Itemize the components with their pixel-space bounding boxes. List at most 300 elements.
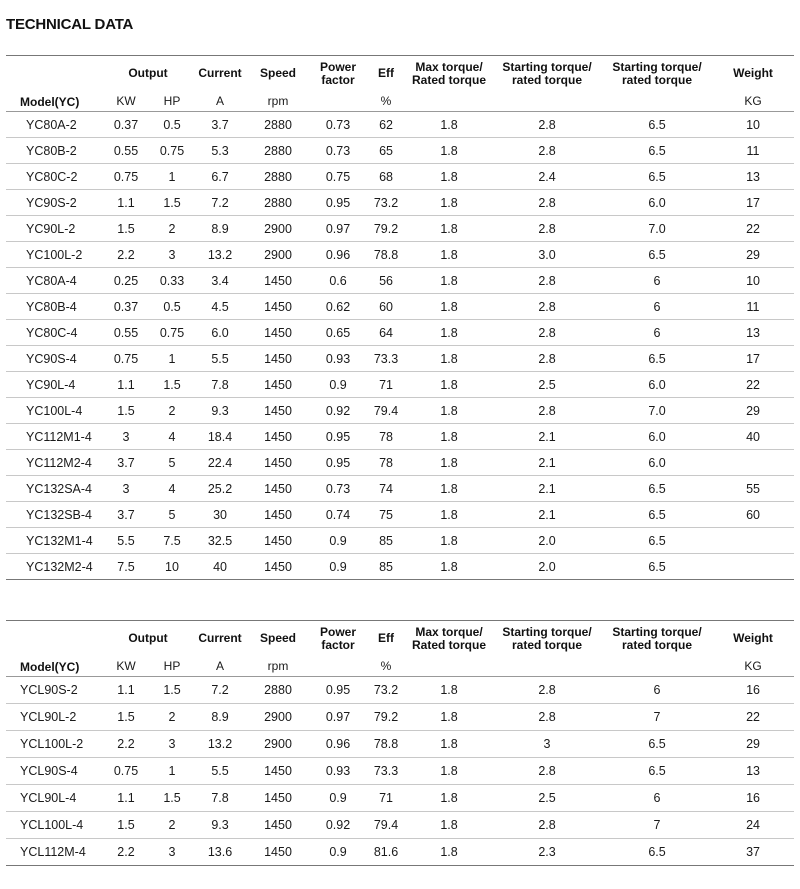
value-cell: 4 <box>150 476 194 502</box>
value-cell: 1.5 <box>102 398 150 424</box>
value-cell: 81.6 <box>366 839 406 866</box>
value-cell: 1.8 <box>406 424 492 450</box>
value-cell: 0.9 <box>310 839 366 866</box>
value-cell: 6.0 <box>602 190 712 216</box>
value-cell: 4.5 <box>194 294 246 320</box>
value-cell: 1450 <box>246 839 310 866</box>
value-cell: 78.8 <box>366 242 406 268</box>
technical-data-table-yc <box>6 55 794 580</box>
model-cell: YC132M2-4 <box>6 554 102 580</box>
value-cell: 2.1 <box>492 476 602 502</box>
technical-data-table-ycl <box>6 620 794 866</box>
value-cell: 2.8 <box>492 758 602 785</box>
table-row <box>6 216 794 242</box>
unit-cell <box>602 92 712 112</box>
value-cell: 0.74 <box>310 502 366 528</box>
model-cell: YC90S-4 <box>6 346 102 372</box>
value-cell: 1.8 <box>406 704 492 731</box>
value-cell: 5.3 <box>194 138 246 164</box>
value-cell: 25.2 <box>194 476 246 502</box>
value-cell: 3 <box>492 731 602 758</box>
value-cell: 6.0 <box>194 320 246 346</box>
value-cell: 1.5 <box>150 190 194 216</box>
value-cell: 3 <box>102 424 150 450</box>
value-cell: 1 <box>150 346 194 372</box>
value-cell: 1450 <box>246 450 310 476</box>
value-cell: 0.75 <box>102 164 150 190</box>
value-cell: 1.8 <box>406 785 492 812</box>
value-cell: 1.5 <box>150 785 194 812</box>
value-cell: 0.92 <box>310 398 366 424</box>
value-cell: 2900 <box>246 216 310 242</box>
value-cell: 2.8 <box>492 216 602 242</box>
unit-cell: rpm <box>246 657 310 677</box>
table-body <box>6 112 794 580</box>
value-cell: 22 <box>712 216 794 242</box>
value-cell: 0.73 <box>310 112 366 138</box>
value-cell: 2.4 <box>492 164 602 190</box>
value-cell: 2.3 <box>492 839 602 866</box>
value-cell: 29 <box>712 398 794 424</box>
value-cell: 1.8 <box>406 476 492 502</box>
value-cell: 3 <box>150 839 194 866</box>
table-row <box>6 112 794 138</box>
value-cell: 2.8 <box>492 812 602 839</box>
table-row <box>6 424 794 450</box>
value-cell: 79.4 <box>366 812 406 839</box>
table-row <box>6 138 794 164</box>
unit-cell: KG <box>712 657 794 677</box>
value-cell: 6.5 <box>602 839 712 866</box>
column-header-starting-torque-a: Starting torque/ rated torque <box>502 624 592 652</box>
value-cell: 1 <box>150 758 194 785</box>
value-cell: 2900 <box>246 731 310 758</box>
table-header-row <box>6 621 794 657</box>
value-cell <box>712 554 794 580</box>
column-header-starting-torque-b: Starting torque/ rated torque <box>612 624 702 652</box>
value-cell: 1450 <box>246 294 310 320</box>
column-header-power-factor: Power factor <box>320 624 357 652</box>
value-cell: 1450 <box>246 812 310 839</box>
value-cell: 2880 <box>246 138 310 164</box>
value-cell: 2.5 <box>492 372 602 398</box>
value-cell: 2.8 <box>492 704 602 731</box>
value-cell: 6.5 <box>602 138 712 164</box>
column-header-max-torque: Max torque/ Rated torque <box>412 624 487 652</box>
model-cell: YC80A-2 <box>6 112 102 138</box>
value-cell: 7.5 <box>102 554 150 580</box>
unit-cell <box>492 657 602 677</box>
value-cell: 1450 <box>246 346 310 372</box>
value-cell: 1.5 <box>102 216 150 242</box>
value-cell: 1.8 <box>406 164 492 190</box>
value-cell: 2.8 <box>492 320 602 346</box>
value-cell: 1.5 <box>102 704 150 731</box>
value-cell: 16 <box>712 677 794 704</box>
value-cell: 0.95 <box>310 424 366 450</box>
value-cell: 2.2 <box>102 731 150 758</box>
table-row <box>6 450 794 476</box>
table-row <box>6 502 794 528</box>
value-cell: 1.8 <box>406 216 492 242</box>
value-cell: 1.1 <box>102 372 150 398</box>
value-cell: 4 <box>150 424 194 450</box>
column-header-weight: Weight <box>733 631 773 646</box>
value-cell: 6 <box>602 785 712 812</box>
value-cell: 1.1 <box>102 677 150 704</box>
value-cell: 2900 <box>246 242 310 268</box>
value-cell: 8.9 <box>194 216 246 242</box>
value-cell: 0.75 <box>102 758 150 785</box>
value-cell: 62 <box>366 112 406 138</box>
value-cell: 2900 <box>246 704 310 731</box>
value-cell: 1.5 <box>150 677 194 704</box>
model-cell: YC100L-4 <box>6 398 102 424</box>
value-cell: 85 <box>366 554 406 580</box>
value-cell: 1.8 <box>406 502 492 528</box>
value-cell: 1.8 <box>406 677 492 704</box>
value-cell: 65 <box>366 138 406 164</box>
value-cell: 71 <box>366 785 406 812</box>
value-cell: 24 <box>712 812 794 839</box>
value-cell: 2.8 <box>492 294 602 320</box>
value-cell: 6.0 <box>602 372 712 398</box>
value-cell: 22 <box>712 372 794 398</box>
value-cell: 1450 <box>246 502 310 528</box>
value-cell: 17 <box>712 346 794 372</box>
value-cell: 1.8 <box>406 398 492 424</box>
value-cell: 0.37 <box>102 112 150 138</box>
model-cell: YC80C-2 <box>6 164 102 190</box>
value-cell: 0.92 <box>310 812 366 839</box>
table-row <box>6 812 794 839</box>
column-header-weight: Weight <box>733 66 773 81</box>
value-cell: 0.55 <box>102 138 150 164</box>
value-cell: 3 <box>150 242 194 268</box>
table-row <box>6 758 794 785</box>
value-cell: 1450 <box>246 554 310 580</box>
model-cell: YC90L-2 <box>6 216 102 242</box>
unit-cell <box>406 657 492 677</box>
value-cell: 6.5 <box>602 476 712 502</box>
table-row <box>6 346 794 372</box>
table-row <box>6 320 794 346</box>
value-cell: 1.8 <box>406 294 492 320</box>
column-header-model: Model(YC) <box>6 621 102 677</box>
value-cell: 30 <box>194 502 246 528</box>
value-cell: 3.7 <box>102 450 150 476</box>
value-cell: 5 <box>150 502 194 528</box>
value-cell: 6.5 <box>602 528 712 554</box>
value-cell: 0.97 <box>310 216 366 242</box>
value-cell: 2880 <box>246 190 310 216</box>
value-cell: 16 <box>712 785 794 812</box>
table-row <box>6 398 794 424</box>
value-cell: 2 <box>150 216 194 242</box>
value-cell: 64 <box>366 320 406 346</box>
value-cell: 7.8 <box>194 372 246 398</box>
model-cell: YC112M2-4 <box>6 450 102 476</box>
model-cell: YC80A-4 <box>6 268 102 294</box>
value-cell: 2 <box>150 398 194 424</box>
value-cell: 11 <box>712 294 794 320</box>
value-cell: 1.1 <box>102 785 150 812</box>
value-cell: 13 <box>712 758 794 785</box>
column-header-eff: Eff <box>378 631 395 646</box>
value-cell: 40 <box>194 554 246 580</box>
value-cell: 32.5 <box>194 528 246 554</box>
value-cell: 7.0 <box>602 398 712 424</box>
value-cell: 73.2 <box>366 190 406 216</box>
value-cell: 0.37 <box>102 294 150 320</box>
model-cell: YC90S-2 <box>6 190 102 216</box>
table-body <box>6 677 794 866</box>
value-cell: 2.1 <box>492 450 602 476</box>
column-header-starting-torque-a: Starting torque/ rated torque <box>502 59 592 87</box>
value-cell: 2 <box>150 812 194 839</box>
value-cell: 22 <box>712 704 794 731</box>
value-cell: 79.4 <box>366 398 406 424</box>
value-cell: 1.8 <box>406 112 492 138</box>
column-header-current: Current <box>198 66 242 81</box>
value-cell: 0.96 <box>310 731 366 758</box>
value-cell: 2.8 <box>492 346 602 372</box>
value-cell: 0.9 <box>310 372 366 398</box>
value-cell: 29 <box>712 731 794 758</box>
value-cell: 2 <box>150 704 194 731</box>
value-cell: 1450 <box>246 476 310 502</box>
value-cell: 3.7 <box>194 112 246 138</box>
value-cell: 1450 <box>246 424 310 450</box>
unit-cell <box>406 92 492 112</box>
column-header-starting-torque-b: Starting torque/ rated torque <box>612 59 702 87</box>
value-cell: 2.8 <box>492 138 602 164</box>
unit-cell: HP <box>150 92 194 112</box>
column-header-model: Model(YC) <box>6 56 102 112</box>
value-cell: 2.8 <box>492 190 602 216</box>
value-cell: 60 <box>366 294 406 320</box>
unit-cell: HP <box>150 657 194 677</box>
value-cell: 3.4 <box>194 268 246 294</box>
value-cell: 0.5 <box>150 294 194 320</box>
table-row <box>6 190 794 216</box>
table-row <box>6 839 794 866</box>
value-cell: 0.33 <box>150 268 194 294</box>
column-header-output: Output <box>128 66 168 81</box>
value-cell: 0.75 <box>150 320 194 346</box>
model-cell: YC112M1-4 <box>6 424 102 450</box>
table-row <box>6 294 794 320</box>
value-cell: 6.5 <box>602 502 712 528</box>
unit-cell: KG <box>712 92 794 112</box>
value-cell: 0.96 <box>310 242 366 268</box>
value-cell: 85 <box>366 528 406 554</box>
value-cell: 0.93 <box>310 346 366 372</box>
value-cell: 2880 <box>246 164 310 190</box>
value-cell: 0.9 <box>310 785 366 812</box>
value-cell: 1450 <box>246 372 310 398</box>
value-cell: 1450 <box>246 398 310 424</box>
value-cell: 5.5 <box>194 758 246 785</box>
value-cell: 6 <box>602 268 712 294</box>
value-cell: 10 <box>712 112 794 138</box>
value-cell: 1.8 <box>406 268 492 294</box>
value-cell: 7.5 <box>150 528 194 554</box>
value-cell: 75 <box>366 502 406 528</box>
model-cell: YC100L-2 <box>6 242 102 268</box>
value-cell: 0.25 <box>102 268 150 294</box>
value-cell: 2.1 <box>492 502 602 528</box>
value-cell: 0.9 <box>310 554 366 580</box>
value-cell: 1.5 <box>150 372 194 398</box>
value-cell: 11 <box>712 138 794 164</box>
value-cell: 17 <box>712 190 794 216</box>
value-cell: 79.2 <box>366 216 406 242</box>
value-cell: 2.0 <box>492 554 602 580</box>
unit-cell: KW <box>102 92 150 112</box>
unit-cell <box>310 92 366 112</box>
value-cell: 13 <box>712 164 794 190</box>
column-header-speed: Speed <box>260 631 297 646</box>
value-cell: 79.2 <box>366 704 406 731</box>
value-cell: 1.8 <box>406 450 492 476</box>
value-cell: 0.62 <box>310 294 366 320</box>
table-row <box>6 677 794 704</box>
value-cell: 1.8 <box>406 242 492 268</box>
value-cell: 8.9 <box>194 704 246 731</box>
value-cell: 5.5 <box>102 528 150 554</box>
table-row <box>6 268 794 294</box>
value-cell <box>712 528 794 554</box>
unit-cell: KW <box>102 657 150 677</box>
model-cell: YCL90L-2 <box>6 704 102 731</box>
value-cell: 6.5 <box>602 242 712 268</box>
value-cell: 2.8 <box>492 398 602 424</box>
value-cell: 13.6 <box>194 839 246 866</box>
value-cell: 1.8 <box>406 812 492 839</box>
table-row <box>6 476 794 502</box>
value-cell: 0.9 <box>310 528 366 554</box>
unit-cell <box>310 657 366 677</box>
table-header-row <box>6 56 794 92</box>
page-title: TECHNICAL DATA <box>6 16 134 33</box>
table-row <box>6 242 794 268</box>
value-cell: 13.2 <box>194 731 246 758</box>
value-cell: 13.2 <box>194 242 246 268</box>
model-cell: YCL100L-2 <box>6 731 102 758</box>
unit-cell: A <box>194 92 246 112</box>
column-header-max-torque: Max torque/ Rated torque <box>412 59 487 87</box>
column-header-current: Current <box>198 631 242 646</box>
value-cell: 7.2 <box>194 677 246 704</box>
value-cell: 6.5 <box>602 758 712 785</box>
value-cell: 0.93 <box>310 758 366 785</box>
value-cell: 0.95 <box>310 450 366 476</box>
value-cell: 0.55 <box>102 320 150 346</box>
value-cell: 40 <box>712 424 794 450</box>
value-cell: 1.8 <box>406 758 492 785</box>
value-cell: 0.65 <box>310 320 366 346</box>
value-cell: 10 <box>150 554 194 580</box>
model-cell: YC132SA-4 <box>6 476 102 502</box>
unit-cell: A <box>194 657 246 677</box>
model-cell: YCL90S-4 <box>6 758 102 785</box>
model-cell: YCL90L-4 <box>6 785 102 812</box>
value-cell: 6 <box>602 677 712 704</box>
value-cell: 6 <box>602 294 712 320</box>
value-cell: 7 <box>602 812 712 839</box>
value-cell: 2.5 <box>492 785 602 812</box>
value-cell: 3 <box>102 476 150 502</box>
table-row <box>6 704 794 731</box>
value-cell: 29 <box>712 242 794 268</box>
unit-cell: % <box>366 92 406 112</box>
value-cell: 78 <box>366 450 406 476</box>
model-cell: YC80B-2 <box>6 138 102 164</box>
value-cell: 9.3 <box>194 398 246 424</box>
value-cell: 7.8 <box>194 785 246 812</box>
value-cell: 73.2 <box>366 677 406 704</box>
value-cell: 1.8 <box>406 528 492 554</box>
value-cell: 2880 <box>246 677 310 704</box>
value-cell: 1.8 <box>406 138 492 164</box>
value-cell: 0.5 <box>150 112 194 138</box>
value-cell: 6.5 <box>602 164 712 190</box>
value-cell <box>712 450 794 476</box>
value-cell: 7.2 <box>194 190 246 216</box>
value-cell: 5 <box>150 450 194 476</box>
value-cell: 56 <box>366 268 406 294</box>
units-row <box>6 92 794 112</box>
value-cell: 22.4 <box>194 450 246 476</box>
value-cell: 9.3 <box>194 812 246 839</box>
value-cell: 0.75 <box>102 346 150 372</box>
value-cell: 37 <box>712 839 794 866</box>
unit-cell <box>602 657 712 677</box>
value-cell: 6.0 <box>602 450 712 476</box>
value-cell: 6 <box>602 320 712 346</box>
value-cell: 0.95 <box>310 190 366 216</box>
value-cell: 5.5 <box>194 346 246 372</box>
value-cell: 1450 <box>246 320 310 346</box>
table-row <box>6 554 794 580</box>
unit-cell: rpm <box>246 92 310 112</box>
unit-cell: % <box>366 657 406 677</box>
value-cell: 73.3 <box>366 758 406 785</box>
value-cell: 2.0 <box>492 528 602 554</box>
value-cell: 1.8 <box>406 320 492 346</box>
value-cell: 0.73 <box>310 138 366 164</box>
value-cell: 1450 <box>246 268 310 294</box>
value-cell: 71 <box>366 372 406 398</box>
value-cell: 2.2 <box>102 242 150 268</box>
model-cell: YC132M1-4 <box>6 528 102 554</box>
value-cell: 2.8 <box>492 677 602 704</box>
value-cell: 78 <box>366 424 406 450</box>
column-header-power-factor: Power factor <box>320 59 357 87</box>
value-cell: 2.2 <box>102 839 150 866</box>
unit-cell <box>492 92 602 112</box>
table-row <box>6 372 794 398</box>
model-cell: YCL112M-4 <box>6 839 102 866</box>
value-cell: 68 <box>366 164 406 190</box>
value-cell: 1.8 <box>406 731 492 758</box>
model-cell: YC80C-4 <box>6 320 102 346</box>
value-cell: 13 <box>712 320 794 346</box>
value-cell: 0.73 <box>310 476 366 502</box>
model-cell: YC80B-4 <box>6 294 102 320</box>
value-cell: 2.8 <box>492 268 602 294</box>
